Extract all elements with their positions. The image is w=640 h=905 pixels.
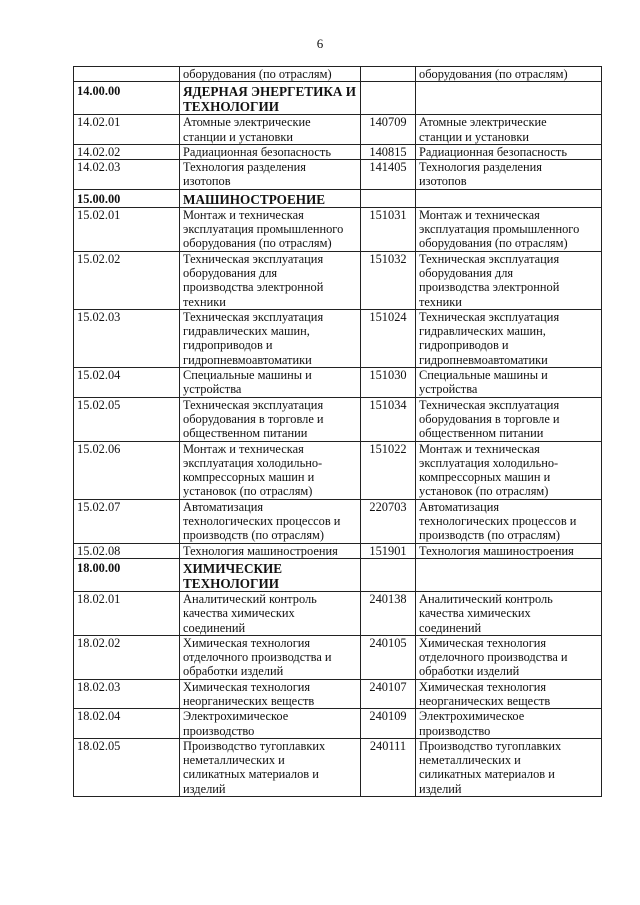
previous-name-cell: [416, 543, 602, 558]
previous-name-cell: [416, 115, 602, 145]
specialty-name-cell-text: оборудования (по отраслям): [183, 67, 332, 81]
table-row: [74, 499, 602, 543]
previous-name-cell: [416, 558, 602, 591]
table-row: [74, 709, 602, 739]
previous-code-cell: [361, 207, 416, 251]
previous-name-cell-text: Автоматизация технологических процессов и производств (по отраслям): [419, 499, 577, 543]
previous-name-cell: [416, 397, 602, 441]
previous-code-cell-text: 151024: [369, 309, 407, 324]
previous-code-cell-text: 240107: [369, 679, 407, 694]
specialty-code-cell-text: 18.02.01: [77, 591, 121, 606]
previous-code-cell: [361, 309, 416, 367]
specialties-table: [73, 66, 602, 797]
specialty-code-cell-text: 15.02.07: [77, 499, 121, 514]
previous-name-cell: [416, 499, 602, 543]
specialty-name-cell: [180, 591, 361, 635]
table-row: [74, 635, 602, 679]
previous-name-cell: [416, 441, 602, 499]
specialty-name-cell: [180, 67, 361, 82]
specialty-code-cell-text: 18.02.05: [77, 738, 121, 753]
table-row: [74, 397, 602, 441]
previous-name-cell: [416, 635, 602, 679]
group-row: [74, 82, 602, 115]
specialty-code-cell-text: 15.02.08: [77, 543, 121, 558]
specialty-name-cell: [180, 82, 361, 115]
specialty-name-cell: [180, 499, 361, 543]
page-number: 6: [316, 36, 324, 51]
previous-name-cell-text: Техническая эксплуатация гидравлических машин, гидроприводов и гидропневмоавтоматики: [419, 309, 560, 367]
previous-name-cell-text: оборудования (по отраслям): [419, 67, 568, 81]
previous-code-cell: [361, 543, 416, 558]
previous-code-cell: [361, 635, 416, 679]
specialty-code-cell: [74, 368, 180, 398]
table-row: [74, 67, 602, 82]
previous-name-cell-text: Атомные электрические станции и установки: [419, 115, 547, 144]
previous-code-cell: [361, 591, 416, 635]
specialty-name-cell: [180, 251, 361, 309]
specialties-table-body: [74, 67, 602, 797]
previous-name-cell: [416, 160, 602, 190]
specialty-name-cell: [180, 160, 361, 190]
specialty-code-cell: [74, 558, 180, 591]
previous-code-cell: [361, 160, 416, 190]
previous-code-cell: [361, 144, 416, 159]
previous-code-cell-text: 140709: [369, 115, 407, 130]
previous-code-cell-text: 140815: [369, 144, 407, 159]
specialty-name-cell: [180, 635, 361, 679]
previous-name-cell-text: Монтаж и техническая эксплуатация холодильно- компрессорных машин и установок (по отраслям): [419, 441, 559, 499]
specialty-name-cell-text: Химическая технология отделочного производства и обработки изделий: [183, 635, 332, 679]
specialty-name-cell: [180, 441, 361, 499]
specialty-code-cell: [74, 397, 180, 441]
specialty-name-cell-text: Атомные электрические станции и установки: [183, 115, 311, 144]
previous-name-cell: [416, 189, 602, 207]
previous-name-cell: [416, 207, 602, 251]
previous-code-cell: [361, 67, 416, 82]
previous-code-cell-text: 151901: [369, 543, 407, 558]
previous-name-cell-text: Радиационная безопасность: [419, 144, 567, 159]
previous-code-cell: [361, 499, 416, 543]
specialty-code-cell-text: 15.02.04: [77, 368, 121, 383]
specialty-code-cell-text: 18.02.04: [77, 709, 121, 724]
previous-code-cell: [361, 397, 416, 441]
previous-name-cell-text: Монтаж и техническая эксплуатация промышленного оборудования (по отраслям): [419, 207, 580, 251]
table-row: [74, 160, 602, 190]
specialty-code-cell-text: 15.02.03: [77, 309, 121, 324]
specialty-name-cell-text: Аналитический контроль качества химических соединений: [183, 591, 317, 635]
previous-name-cell: [416, 591, 602, 635]
previous-code-cell-text: 151022: [369, 441, 407, 456]
specialty-name-cell-text: МАШИНОСТРОЕНИЕ: [183, 191, 326, 207]
specialty-name-cell-text: ЯДЕРНАЯ ЭНЕРГЕТИКА И ТЕХНОЛОГИИ: [183, 84, 356, 115]
previous-code-cell: [361, 679, 416, 709]
previous-name-cell: [416, 738, 602, 796]
table-row: [74, 543, 602, 558]
specialty-name-cell-text: Технология машиностроения: [183, 543, 338, 558]
previous-code-cell-text: 151034: [369, 397, 407, 412]
previous-code-cell-text: 240111: [369, 738, 407, 753]
previous-code-cell-text: 151032: [369, 251, 407, 266]
specialty-code-cell-text: 18.02.02: [77, 635, 121, 650]
specialty-name-cell-text: Радиационная безопасность: [183, 144, 331, 159]
specialty-code-cell: [74, 189, 180, 207]
specialty-code-cell: [74, 679, 180, 709]
previous-code-cell: [361, 558, 416, 591]
specialty-name-cell-text: Производство тугоплавких неметаллических и силикатных материалов и изделий: [183, 738, 326, 796]
table-row: [74, 207, 602, 251]
specialty-code-cell-text: 14.02.01: [77, 115, 121, 130]
specialty-name-cell-text: Автоматизация технологических процессов и производств (по отраслям): [183, 499, 341, 543]
previous-name-cell-text: Химическая технология неорганических веществ: [419, 679, 551, 708]
specialty-name-cell: [180, 738, 361, 796]
table-row: [74, 441, 602, 499]
group-row: [74, 189, 602, 207]
specialty-name-cell-text: Техническая эксплуатация оборудования для производства электронной техники: [183, 251, 324, 309]
specialty-code-cell: [74, 207, 180, 251]
specialty-code-cell-text: 15.00.00: [77, 191, 121, 206]
specialty-name-cell: [180, 709, 361, 739]
specialty-name-cell-text: Монтаж и техническая эксплуатация промышленного оборудования (по отраслям): [183, 207, 344, 251]
previous-code-cell-text: 240138: [369, 591, 407, 606]
previous-code-cell: [361, 82, 416, 115]
table-row: [74, 368, 602, 398]
specialty-name-cell: [180, 189, 361, 207]
previous-name-cell: [416, 251, 602, 309]
previous-code-cell: [361, 441, 416, 499]
previous-name-cell: [416, 309, 602, 367]
specialty-code-cell: [74, 115, 180, 145]
previous-name-cell-text: Технология машиностроения: [419, 543, 574, 558]
specialty-name-cell: [180, 115, 361, 145]
previous-name-cell: [416, 709, 602, 739]
specialty-name-cell: [180, 397, 361, 441]
previous-name-cell-text: Электрохимическое производство: [419, 709, 525, 738]
previous-name-cell: [416, 82, 602, 115]
specialty-code-cell: [74, 591, 180, 635]
specialty-code-cell: [74, 709, 180, 739]
specialty-code-cell-text: 15.02.05: [77, 397, 121, 412]
group-row: [74, 558, 602, 591]
specialty-name-cell-text: Монтаж и техническая эксплуатация холодильно- компрессорных машин и установок (по отраслям): [183, 441, 323, 499]
previous-code-cell: [361, 368, 416, 398]
specialty-name-cell: [180, 368, 361, 398]
specialty-code-cell: [74, 160, 180, 190]
specialty-code-cell: [74, 144, 180, 159]
specialty-name-cell: [180, 679, 361, 709]
previous-name-cell-text: Специальные машины и устройства: [419, 368, 548, 397]
previous-code-cell-text: 141405: [369, 160, 407, 175]
specialty-code-cell: [74, 251, 180, 309]
previous-name-cell-text: Технология разделения изотопов: [419, 160, 542, 189]
table-row: [74, 115, 602, 145]
previous-code-cell: [361, 115, 416, 145]
specialty-code-cell-text: 18.00.00: [77, 560, 121, 575]
table-row: [74, 679, 602, 709]
specialty-name-cell-text: Техническая эксплуатация оборудования в торговле и общественном питании: [183, 397, 324, 441]
specialty-name-cell: [180, 144, 361, 159]
previous-code-cell: [361, 189, 416, 207]
specialty-code-cell-text: 15.02.06: [77, 441, 121, 456]
table-row: [74, 309, 602, 367]
specialty-name-cell: [180, 543, 361, 558]
previous-code-cell-text: 151030: [369, 368, 407, 383]
previous-name-cell-text: Производство тугоплавких неметаллических и силикатных материалов и изделий: [419, 738, 562, 796]
previous-code-cell-text: 240105: [369, 635, 407, 650]
previous-code-cell: [361, 738, 416, 796]
previous-code-cell-text: 240109: [369, 709, 407, 724]
previous-name-cell-text: Аналитический контроль качества химических соединений: [419, 591, 553, 635]
specialty-code-cell-text: 18.02.03: [77, 679, 121, 694]
previous-name-cell-text: Техническая эксплуатация оборудования в торговле и общественном питании: [419, 397, 560, 441]
specialty-name-cell-text: Специальные машины и устройства: [183, 368, 312, 397]
specialty-name-cell: [180, 558, 361, 591]
previous-name-cell-text: Техническая эксплуатация оборудования для производства электронной техники: [419, 251, 560, 309]
specialty-name-cell-text: Технология разделения изотопов: [183, 160, 306, 189]
specialty-code-cell-text: 15.02.01: [77, 207, 121, 222]
specialty-name-cell-text: Электрохимическое производство: [183, 709, 289, 738]
previous-code-cell: [361, 709, 416, 739]
specialty-code-cell: [74, 635, 180, 679]
specialty-code-cell-text: 14.00.00: [77, 84, 121, 99]
specialty-code-cell: [74, 441, 180, 499]
specialty-code-cell: [74, 309, 180, 367]
specialty-code-cell: [74, 543, 180, 558]
specialty-name-cell: [180, 309, 361, 367]
table-row: [74, 251, 602, 309]
specialty-code-cell-text: 15.02.02: [77, 251, 121, 266]
specialty-code-cell-text: 14.02.02: [77, 144, 121, 159]
specialty-name-cell-text: Техническая эксплуатация гидравлических машин, гидроприводов и гидропневмоавтоматики: [183, 309, 324, 367]
specialty-name-cell: [180, 207, 361, 251]
previous-name-cell: [416, 368, 602, 398]
table-row: [74, 591, 602, 635]
previous-name-cell: [416, 144, 602, 159]
specialty-code-cell: [74, 82, 180, 115]
table-row: [74, 738, 602, 796]
specialty-code-cell: [74, 738, 180, 796]
previous-code-cell-text: 151031: [369, 207, 407, 222]
specialty-code-cell: [74, 67, 180, 82]
previous-name-cell: [416, 67, 602, 82]
previous-name-cell-text: Химическая технология отделочного производства и обработки изделий: [419, 635, 568, 679]
specialty-code-cell-text: 14.02.03: [77, 160, 121, 175]
previous-code-cell: [361, 251, 416, 309]
specialty-name-cell-text: Химическая технология неорганических веществ: [183, 679, 315, 708]
previous-code-cell-text: 220703: [369, 499, 407, 514]
previous-name-cell: [416, 679, 602, 709]
table-row: [74, 144, 602, 159]
specialty-name-cell-text: ХИМИЧЕСКИЕ ТЕХНОЛОГИИ: [183, 560, 283, 591]
specialty-code-cell: [74, 499, 180, 543]
